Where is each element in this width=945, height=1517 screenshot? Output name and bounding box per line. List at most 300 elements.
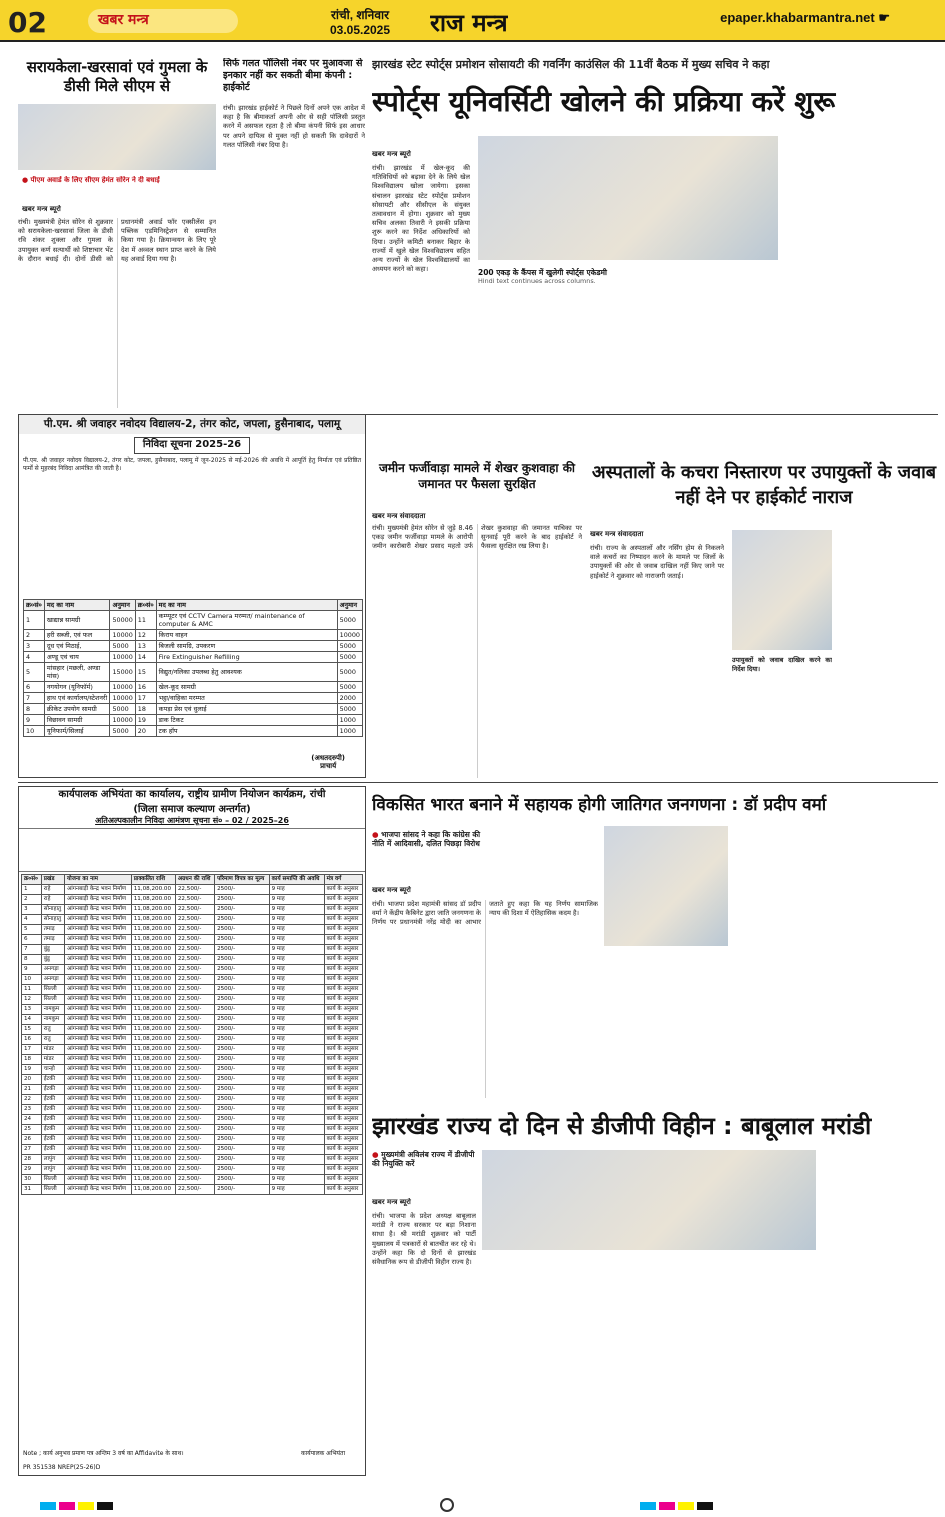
story1-photo[interactable] (18, 104, 216, 170)
tender2-cell: आंगनबाड़ी केन्द्र भवन निर्माण (65, 1095, 132, 1105)
tender2-cell: 2500/- (215, 1185, 270, 1195)
tender2-cell: आंगनबाड़ी केन्द्र भवन निर्माण (65, 1135, 132, 1145)
tender1-cell: बिजली सामग्रि, उपकरण (156, 640, 337, 651)
tender2-cell: 2500/- (215, 1135, 270, 1145)
tender1-column-header: अनुमान (110, 599, 135, 610)
tender2-cell: कार्य के अनुसार (324, 945, 362, 955)
tender2-cell: कार्य के अनुसार (324, 915, 362, 925)
tender2-cell: आंगनबाड़ी केन्द्र भवन निर्माण (65, 1125, 132, 1135)
tender1-row (24, 662, 363, 681)
tender1-column-header: अनुमान (337, 599, 362, 610)
tender2-cell: 5 (22, 925, 42, 935)
tender2-cell: 2500/- (215, 1125, 270, 1135)
tender2-pr: PR 351538 NREP(25-26)D (23, 1463, 101, 1471)
tender1-cell: 2000 (337, 692, 362, 703)
tender2-box (18, 786, 366, 1476)
tender2-cell: 9 माह (269, 1085, 324, 1095)
tender2-cell: राहे (41, 885, 64, 895)
tender1-cell: 5000 (337, 640, 362, 651)
tender2-cell: 11,08,200.00 (131, 1105, 175, 1115)
tender1-cell: 10000 (110, 629, 135, 640)
tender2-cell: मांडर (41, 1045, 64, 1055)
story7-byline: खबर मन्त्र ब्यूरो (372, 1198, 411, 1206)
tender2-row (22, 1155, 363, 1165)
tender1-cell: खाद्यान्न सामग्री (44, 610, 110, 629)
tender1-cell: 5000 (110, 725, 135, 736)
tender2-notice: अतिअल्पकालीन निविदा आमंत्रण सूचना सं० – 02 / 2025–26 (95, 816, 289, 825)
tender2-cell: 11,08,200.00 (131, 1025, 175, 1035)
tender2-cell: मांडर (41, 1055, 64, 1065)
tender2-cell: 3 (22, 905, 42, 915)
tender1-cell: विद्युत/नलिका उपलब्ध हेतु आवश्यक (156, 662, 337, 681)
tender2-cell: 2500/- (215, 975, 270, 985)
story5-photo[interactable] (732, 530, 832, 650)
tender2-cell: 22,500/- (175, 1075, 214, 1085)
tender2-cell: 2500/- (215, 915, 270, 925)
tender1-cell: 5000 (110, 703, 135, 714)
tender2-cell: 14 (22, 1015, 42, 1025)
tender2-schedule (19, 828, 365, 872)
tender2-cell: 9 माह (269, 885, 324, 895)
tender1-cell: 14 (135, 651, 156, 662)
color-swatch-cyan (640, 1502, 656, 1510)
story6-headline-box (372, 792, 938, 822)
tender2-cell: 2500/- (215, 895, 270, 905)
dateline (300, 6, 420, 37)
tender2-cell: 9 माह (269, 895, 324, 905)
tender2-cell: 11,08,200.00 (131, 1035, 175, 1045)
tender2-cell: 22,500/- (175, 985, 214, 995)
tender2-cell: रातु (41, 1025, 64, 1035)
tender2-cell: 16 (22, 1035, 42, 1045)
tender2-cell: कार्य के अनुसार (324, 1005, 362, 1015)
tender2-cell: 9 माह (269, 985, 324, 995)
tender2-cell: कार्य के अनुसार (324, 1105, 362, 1115)
tender1-cell: 10000 (110, 651, 135, 662)
tender2-cell: 11,08,200.00 (131, 985, 175, 995)
tender2-cell: कार्य के अनुसार (324, 1025, 362, 1035)
tender2-cell: आंगनबाड़ी केन्द्र भवन निर्माण (65, 1065, 132, 1075)
tender2-cell: 11,08,200.00 (131, 1175, 175, 1185)
tender2-cell: नामकुम (41, 1005, 64, 1015)
tender2-column-header: प्राक्कलित राशि (131, 875, 175, 885)
website-link[interactable]: epaper.khabarmantra.net ☛ (720, 10, 890, 25)
tender1-cell: 1000 (337, 725, 362, 736)
story7-continuation (482, 1256, 816, 1476)
tender2-cell: सोनाहातु (41, 915, 64, 925)
tender2-cell: आंगनबाड़ी केन्द्र भवन निर्माण (65, 995, 132, 1005)
tender1-cell: 10000 (110, 714, 135, 725)
tender1-cell: हरी सब्जी, एवं फल (44, 629, 110, 640)
tender2-cell: 2500/- (215, 1175, 270, 1185)
print-registration-strip (0, 1495, 945, 1517)
brand-name: खबर मन्त्र (98, 12, 149, 28)
tender2-cell: कार्य के अनुसार (324, 1115, 362, 1125)
tender2-cell: कार्य के अनुसार (324, 985, 362, 995)
story1-headline: सरायकेला-खरसावां एवं गुमला के डीसी मिले सीएम से (26, 58, 208, 95)
tender2-cell: आंगनबाड़ी केन्द्र भवन निर्माण (65, 1045, 132, 1055)
tender2-cell: 2500/- (215, 965, 270, 975)
tender1-box (18, 414, 366, 778)
issue-date: 03.05.2025 (329, 23, 391, 37)
tender2-cell: 11,08,200.00 (131, 895, 175, 905)
story7-kicker: ● मुख्यमंत्री अविलंब राज्य में डीजीपी की नियुक्ति करें (372, 1150, 475, 1169)
tender2-cell: 21 (22, 1085, 42, 1095)
tender1-signature-title: प्राचार्य (320, 762, 337, 771)
story3-kicker-box (372, 58, 937, 80)
tender2-cell: 28 (22, 1155, 42, 1165)
tender2-cell: 9 माह (269, 1125, 324, 1135)
tender1-cell: खेल-कूद सामग्री (156, 681, 337, 692)
tender2-cell: कार्य के अनुसार (324, 955, 362, 965)
color-swatches-right (640, 1502, 716, 1513)
story4-body: रांची। मुख्यमंत्री हेमंत सोरेन से जुड़े 8.46 एकड़ जमीन फर्जीवाड़ा मामले के आरोपी जमीन कारोबारी शेखर प्रसाद महतो उर्फ शेखर कुशवाहा की जमानत याचिका पर सुनवाई पूरी करने के बाद हाईकोर्ट ने फैसला सुरक्षित रख लिया है। (372, 524, 582, 551)
tender1-cell: 11 (135, 610, 156, 629)
tender2-cell: 22,500/- (175, 905, 214, 915)
tender2-cell: 9 माह (269, 1045, 324, 1055)
tender2-cell: 9 माह (269, 1135, 324, 1145)
tender2-cell: 12 (22, 995, 42, 1005)
story1-byline: खबर मन्त्र ब्यूरो (22, 205, 61, 213)
tender1-cell: 5000 (337, 703, 362, 714)
tender2-cell: राहे (41, 895, 64, 905)
tender2-cell: 9 माह (269, 1005, 324, 1015)
tender2-cell: 11,08,200.00 (131, 1185, 175, 1195)
tender1-cell: हाथ एवं कार्यालय/स्टेशनरी (44, 692, 110, 703)
tender2-cell: 11,08,200.00 (131, 1085, 175, 1095)
tender2-cell: 19 (22, 1065, 42, 1075)
tender2-row (22, 885, 363, 895)
story6-kicker: ● भाजपा सांसद ने कहा कि कांग्रेस की नीति में आदिवासी, दलित पिछड़ा विरोध (372, 830, 481, 849)
tender2-row (22, 1125, 363, 1135)
tender1-cell: 19 (135, 714, 156, 725)
tender2-cell: आंगनबाड़ी केन्द्र भवन निर्माण (65, 885, 132, 895)
tender2-cell: 29 (22, 1165, 42, 1175)
tender2-cell: आंगनबाड़ी केन्द्र भवन निर्माण (65, 895, 132, 905)
tender2-cell: 11,08,200.00 (131, 905, 175, 915)
tender2-column-header: प्रखंड (41, 875, 64, 885)
tender1-cell: 6 (24, 681, 45, 692)
tender2-cell: कार्य के अनुसार (324, 1085, 362, 1095)
masthead-bar (0, 0, 945, 42)
tender1-cell: 9 (24, 714, 45, 725)
story3-body: रांची। झारखंड में खेल-कूद की गतिविधियों को बढ़ावा देने के लिये खेल विश्वविद्यालय खोला जायेगा। इसका संचालन झारखंड स्टेट स्पोर्ट्स प्रमोशन सोसायटी और सीसीएल के संयुक्त तत्वावधान में होगा। शुक्रवार को मुख्य सचिव अलका तिवारी ने इसकी प्रक्रिया शुरू करने का निर्देश अधिकारियों को दिया। उन्होंने कमिटी बनाकर बिहार के राज्यों में खुले खेल विश्वविद्यालय सहित अन्य राज्यों के खेल विश्वविद्यालयों का अध्ययन करने को कहा। (372, 164, 470, 274)
tender2-row (22, 1085, 363, 1095)
tender2-cell: 9 माह (269, 905, 324, 915)
tender2-cell: 2500/- (215, 1045, 270, 1055)
tender2-cell: आंगनबाड़ी केन्द्र भवन निर्माण (65, 1155, 132, 1165)
tender2-row (22, 955, 363, 965)
tender1-cell: विछावन सामग्री (44, 714, 110, 725)
tender2-cell: 11,08,200.00 (131, 965, 175, 975)
tender2-cell: 9 माह (269, 955, 324, 965)
tender2-cell: 22,500/- (175, 925, 214, 935)
tender2-cell: कार्य के अनुसार (324, 1045, 362, 1055)
tender2-cell: 2500/- (215, 1015, 270, 1025)
tender1-cell: 7 (24, 692, 45, 703)
tender2-cell: आंगनबाड़ी केन्द्र भवन निर्माण (65, 1105, 132, 1115)
tender2-row (22, 895, 363, 905)
tender2-cell: 2500/- (215, 885, 270, 895)
story6-continuation2 (734, 826, 938, 1098)
tender2-cell: 4 (22, 915, 42, 925)
tender2-cell: 24 (22, 1115, 42, 1125)
tender2-row (22, 1015, 363, 1025)
tender2-cell: 22,500/- (175, 1155, 214, 1165)
tender2-cell: अनगड़ा (41, 975, 64, 985)
tender1-cell: डाक टिकट (156, 714, 337, 725)
tender1-cell: 16 (135, 681, 156, 692)
tender2-cell: 22,500/- (175, 1165, 214, 1175)
tender2-cell: 22,500/- (175, 1105, 214, 1115)
tender2-cell: 9 माह (269, 1095, 324, 1105)
tender1-cell: भट्ठा/वाहिका मरम्मत (156, 692, 337, 703)
tender2-cell: 9 माह (269, 1115, 324, 1125)
tender2-cell: 11,08,200.00 (131, 1015, 175, 1025)
story3-photo[interactable] (478, 136, 778, 260)
story6-photo[interactable] (604, 826, 728, 946)
tender1-table (23, 599, 363, 737)
tender2-cell: 9 माह (269, 965, 324, 975)
tender2-cell: 11,08,200.00 (131, 935, 175, 945)
tender2-cell: 9 माह (269, 1165, 324, 1175)
tender2-cell: 2500/- (215, 935, 270, 945)
page-number: 02 (8, 6, 47, 39)
tender2-cell: कार्य के अनुसार (324, 1165, 362, 1175)
tender2-cell: 11,08,200.00 (131, 975, 175, 985)
tender2-cell: आंगनबाड़ी केन्द्र भवन निर्माण (65, 915, 132, 925)
tender2-cell: रातु (41, 1035, 64, 1045)
tender2-cell: 11,08,200.00 (131, 955, 175, 965)
tender2-cell: आंगनबाड़ी केन्द्र भवन निर्माण (65, 1115, 132, 1125)
tender2-cell: आंगनबाड़ी केन्द्र भवन निर्माण (65, 1175, 132, 1185)
tender2-cell: 9 माह (269, 915, 324, 925)
tender2-cell: 2500/- (215, 1065, 270, 1075)
tender2-cell: ईटकी (41, 1135, 64, 1145)
tender2-row (22, 1055, 363, 1065)
tender2-cell: आंगनबाड़ी केन्द्र भवन निर्माण (65, 1075, 132, 1085)
tender2-cell: 11,08,200.00 (131, 1065, 175, 1075)
tender2-cell: कार्य के अनुसार (324, 1135, 362, 1145)
tender2-signature: कार्यपालक अभियंता (301, 1449, 345, 1457)
tender1-cell: 15000 (110, 662, 135, 681)
tender2-row (22, 925, 363, 935)
tender2-cell: 2500/- (215, 1165, 270, 1175)
section-title: राज मन्त्र (430, 9, 508, 37)
story2-body: रांची। झारखंड हाईकोर्ट ने पिछले दिनों अपने एक आदेश में कहा है कि बीमाकर्ता अपनी ओर से सही पॉलिसी प्रस्तुत करने में असफल रहता है तो बीमा कंपनी सिर्फ इस आधार पर अपने दायित्व से मुक्त नहीं हो सकती कि दावेदारों ने गलत पॉलिसी नंबर दिया है। (223, 104, 365, 149)
tender2-cell: 22,500/- (175, 1045, 214, 1055)
tender2-row (22, 1045, 363, 1055)
tender2-row (22, 1005, 363, 1015)
tender2-cell: सिल्ली (41, 985, 64, 995)
tender2-cell: 22,500/- (175, 955, 214, 965)
story1-caption: ● पीएम अवार्ड के लिए सीएम हेमंत सोरेन ने दी बधाई (22, 176, 160, 184)
tender2-cell: 11,08,200.00 (131, 995, 175, 1005)
tender2-cell: 2500/- (215, 1055, 270, 1065)
tender2-cell: 8 (22, 955, 42, 965)
tender2-cell: 22,500/- (175, 1095, 214, 1105)
tender2-cell: 11 (22, 985, 42, 995)
tender2-cell: 9 माह (269, 975, 324, 985)
tender2-cell: 30 (22, 1175, 42, 1185)
tender1-cell: Fire Extinguisher Refilling (156, 651, 337, 662)
tender2-cell: 22,500/- (175, 1055, 214, 1065)
tender1-row (24, 725, 363, 736)
tender2-cell: ईटकी (41, 1145, 64, 1155)
tender2-cell: 2500/- (215, 1005, 270, 1015)
tender2-row (22, 1065, 363, 1075)
tender2-subtitle: (जिला समाज कल्याण अन्तर्गत) (133, 803, 251, 815)
tender2-cell: 9 माह (269, 995, 324, 1005)
story3-sub-box (478, 268, 778, 408)
tender2-cell: आंगनबाड़ी केन्द्र भवन निर्माण (65, 1025, 132, 1035)
tender1-row (24, 629, 363, 640)
tender2-cell: कार्य के अनुसार (324, 1015, 362, 1025)
story5-headline-box (590, 460, 938, 520)
tender1-cell: 4 (24, 651, 45, 662)
tender2-cell: कार्य के अनुसार (324, 1185, 362, 1195)
tender2-cell: 20 (22, 1075, 42, 1085)
tender2-cell: 9 माह (269, 1155, 324, 1165)
tender2-cell: कार्य के अनुसार (324, 995, 362, 1005)
tender2-cell: कार्य के अनुसार (324, 975, 362, 985)
tender2-cell: ईटकी (41, 1095, 64, 1105)
tender2-table (21, 874, 363, 1195)
tender2-cell: आंगनबाड़ी केन्द्र भवन निर्माण (65, 1145, 132, 1155)
tender2-cell: 9 माह (269, 1035, 324, 1045)
tender2-cell: 25 (22, 1125, 42, 1135)
tender2-row (22, 1175, 363, 1185)
color-swatch-yellow (78, 1502, 94, 1510)
tender2-cell: 11,08,200.00 (131, 885, 175, 895)
tender1-row (24, 640, 363, 651)
story7-continuation2 (822, 1150, 938, 1476)
tender1-subtitle: निविदा सूचना 2025-26 (134, 437, 250, 454)
color-swatch-cyan (40, 1502, 56, 1510)
tender1-row (24, 692, 363, 703)
tender2-row (22, 1025, 363, 1035)
tender2-title: कार्यपालक अभियंता का कार्यालय, राष्ट्रीय ग्रामीण नियोजन कार्यक्रम, रांची (58, 789, 326, 800)
registration-icon (440, 1498, 454, 1515)
tender2-cell: 22,500/- (175, 1025, 214, 1035)
tender1-row (24, 714, 363, 725)
tender2-row (22, 975, 363, 985)
tender1-cell: 5000 (110, 640, 135, 651)
story5-byline: खबर मन्त्र संवाददाता (590, 530, 644, 538)
tender2-cell: 22,500/- (175, 1015, 214, 1025)
tender2-cell: 9 माह (269, 1055, 324, 1065)
brand-logo[interactable] (88, 9, 238, 33)
story7-photo[interactable] (482, 1150, 816, 1250)
tender2-cell: 9 माह (269, 1065, 324, 1075)
color-swatch-magenta (659, 1502, 675, 1510)
tender2-cell: आंगनबाड़ी केन्द्र भवन निर्माण (65, 1055, 132, 1065)
tender1-column-header: मद का नाम (156, 599, 337, 610)
tender2-column-header: कार्य समाप्ति की अवधि (269, 875, 324, 885)
tender2-cell: आंगनबाड़ी केन्द्र भवन निर्माण (65, 925, 132, 935)
tender2-cell: 22,500/- (175, 1135, 214, 1145)
tender2-cell: कार्य के अनुसार (324, 1145, 362, 1155)
tender1-cell: 15 (135, 662, 156, 681)
tender2-cell: कार्य के अनुसार (324, 1075, 362, 1085)
tender2-cell: 22,500/- (175, 995, 214, 1005)
tender1-cell: कपड़ा प्रेस एवं धुलाई (156, 703, 337, 714)
tender2-cell: बुंडू (41, 945, 64, 955)
tender2-row (22, 1105, 363, 1115)
story3-continuation (786, 140, 938, 408)
tender2-cell: 9 माह (269, 1175, 324, 1185)
tender1-cell: 17 (135, 692, 156, 703)
tender2-cell: लापुंग (41, 1155, 64, 1165)
tender1-row (24, 681, 363, 692)
tender2-cell: तमाड़ (41, 925, 64, 935)
tender2-column-header: परिमाण विपत्र का मूल्य (215, 875, 270, 885)
tender2-cell: 11,08,200.00 (131, 1135, 175, 1145)
tender1-cell: 3 (24, 640, 45, 651)
tender1-cell: नगयोगन (यूनिफॉर्म) (44, 681, 110, 692)
tender2-cell: 2500/- (215, 945, 270, 955)
tender2-note: Note ; कार्य अनुभव प्रमाण पत्र अन्तिम 3 वर्ष का Affidavite के साथ। (23, 1449, 184, 1457)
tender2-row (22, 1145, 363, 1155)
tender2-row (22, 1135, 363, 1145)
tender1-cell: 10000 (110, 681, 135, 692)
story3-headline: स्पोर्ट्स यूनिवर्सिटी खोलने की प्रक्रिया करें शुरू (372, 85, 836, 118)
tender2-row (22, 1075, 363, 1085)
tender2-cell: 11,08,200.00 (131, 1125, 175, 1135)
tender1-cell: कम्प्यूटर एवं CCTV Camera मरम्मत/ maintenance of computer & AMC (156, 610, 337, 629)
tender1-cell: 5 (24, 662, 45, 681)
tender1-cell: किराय वाहन (156, 629, 337, 640)
tender1-cell: 13 (135, 640, 156, 651)
tender2-cell: कार्य के अनुसार (324, 1035, 362, 1045)
story5-continuation (840, 530, 938, 778)
tender1-cell: 12 (135, 629, 156, 640)
tender2-cell: 22,500/- (175, 1035, 214, 1045)
tender2-cell: नामकुम (41, 1015, 64, 1025)
tender1-column-header: मद का नाम (44, 599, 110, 610)
tender2-row (22, 915, 363, 925)
tender2-cell: 6 (22, 935, 42, 945)
place-day: रांची, शनिवार (330, 8, 390, 22)
story6-continuation (604, 952, 728, 1098)
tender2-cell: 9 माह (269, 1015, 324, 1025)
story7-body: रांची। भाजपा के प्रदेश अध्यक्ष बाबूलाल मरांडी ने राज्य सरकार पर बड़ा निशाना साधा है। श्री मरांडी शुक्रवार को पार्टी मुख्यालय में पत्रकारों से बातचीत कर रहे थे। उन्होंने कहा कि दो दिनों से झारखंड संवैधानिक रूप से डीजीपी विहीन राज्य है। (372, 1212, 476, 1267)
tender2-cell: 22,500/- (175, 1175, 214, 1185)
tender1-cell: क्रीकेट उपयोग सामग्री (44, 703, 110, 714)
color-swatch-magenta (59, 1502, 75, 1510)
tender2-row (22, 1035, 363, 1045)
tender2-cell: बुंडू (41, 955, 64, 965)
story7-headline-box (372, 1106, 938, 1150)
tender2-row (22, 1165, 363, 1175)
tender1-column-header: क्र०सं० (135, 599, 156, 610)
tender2-cell: 11,08,200.00 (131, 915, 175, 925)
tender1-intro: पी.एम. श्री जवाहर नवोदय विद्यालय-2, तंगर कोट, जपला, हुसैनाबाद, पलामू में जून-2025 से मई-2026 की अवधि में आपूर्ति हेतु निर्माता एवं प्रतिष्ठित फर्मों से मुहरबंद निविदा आमंत्रित की जाती है। (23, 456, 361, 472)
tender1-cell: 10000 (110, 692, 135, 703)
tender2-cell: चान्हो (41, 1065, 64, 1075)
tender2-cell: कार्य के अनुसार (324, 1065, 362, 1075)
tender1-cell: 8 (24, 703, 45, 714)
tender1-cell: 18 (135, 703, 156, 714)
tender2-cell: 2500/- (215, 1095, 270, 1105)
tender2-cell: 2500/- (215, 925, 270, 935)
tender2-cell: कार्य के अनुसार (324, 1055, 362, 1065)
tender2-cell: 2500/- (215, 985, 270, 995)
tender2-cell: 2500/- (215, 1075, 270, 1085)
color-swatch-black (697, 1502, 713, 1510)
tender2-cell: 22,500/- (175, 895, 214, 905)
tender2-cell: कार्य के अनुसार (324, 885, 362, 895)
